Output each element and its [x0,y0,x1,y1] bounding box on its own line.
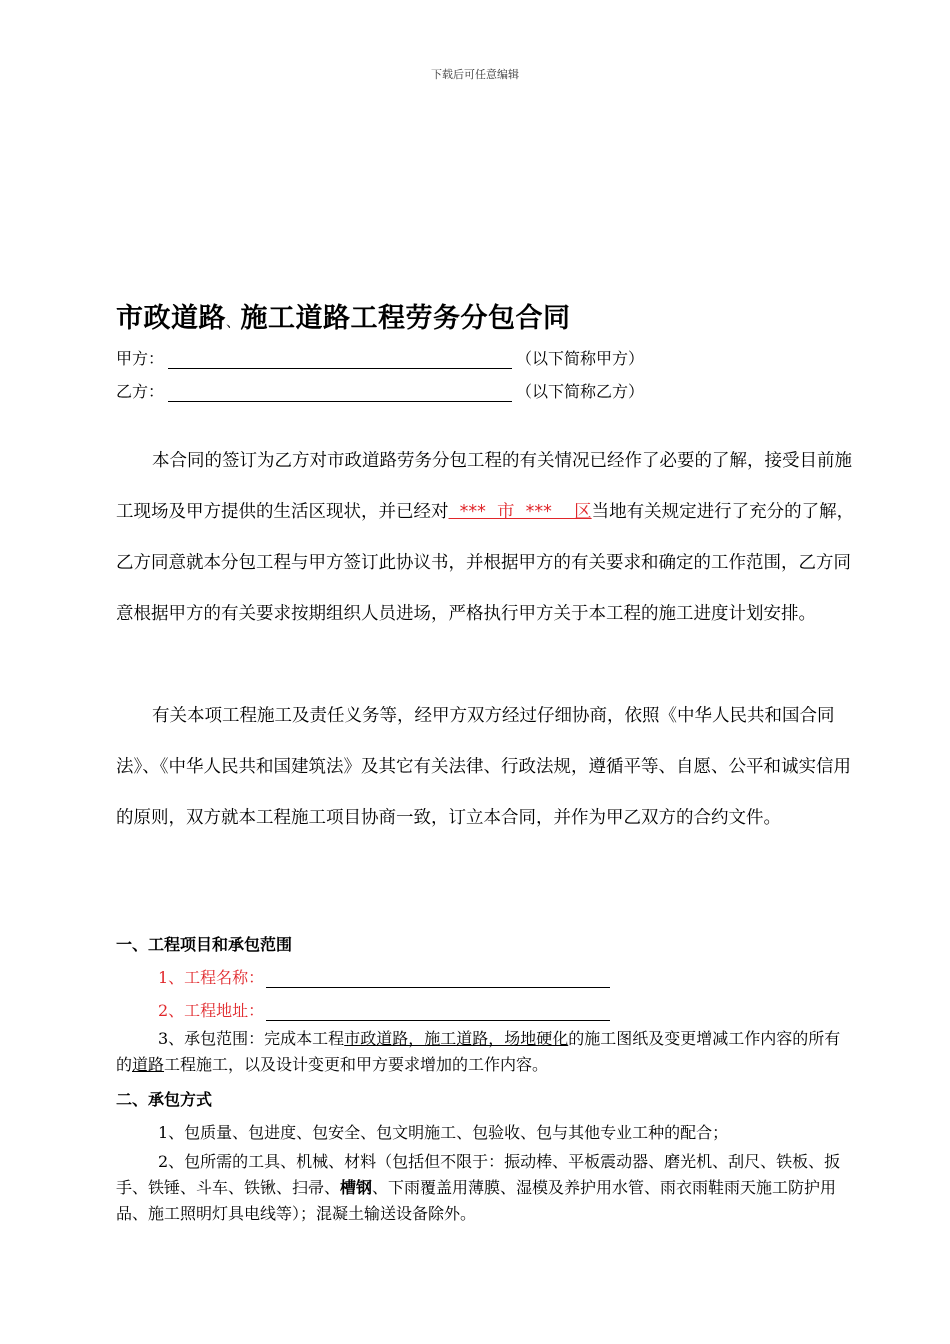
para2-text-1: 有关本项工程施工及责任义务等，经甲方双方经过仔细协商，依照《中华人民共和国合同法》、《中华人民共和国建筑法》及其它有关法律、行政法规，遵循平等、自愿、公平和诚实信用的原则，双方就本工程施工项目协商一致， [116,706,851,828]
para1-text-2: 道路 [362,451,397,471]
section-2-heading: 二、承包方式 [116,1090,213,1109]
para2-text-3: 并作为甲乙双方的合约文件。 [553,808,781,828]
tools-text-2: 、下雨覆盖用薄膜、湿模及养护用水管、雨衣雨鞋雨天施工防护用品、施工照明灯具电线等）；混凝土输送设备除外。 [116,1178,837,1223]
scope-text-2: 的施工图纸及变更增减工作内容的所有的 [116,1029,841,1074]
contract-method-item-2 [116,1149,850,1227]
party-a-row [116,346,644,369]
para1-location: *** 市 *** 区 [448,502,592,522]
scope-text-3: 工程施工，以及设计变更和甲方要求增加的工作内容。 [164,1055,549,1074]
project-name-row [158,965,610,988]
party-a-note: （以下简称甲方） [516,349,645,368]
project-address-blank[interactable] [266,1004,610,1021]
title-part1: 市政道路 [116,303,226,334]
party-b-blank[interactable] [168,385,512,402]
para1-text-1: 本合同的签订为乙方对市政 [152,451,362,471]
section-1-heading: 一、工程项目和承包范围 [116,935,293,954]
tools-bold: 槽钢 [340,1178,373,1197]
party-b-label: 乙方： [116,382,165,401]
para1-text-3: 劳务分包工程的有关情况已经作了必要的了解，接受目前施工现场及甲方提供的生活区现状，并已经对 [116,451,852,522]
scope-text-1: 3、承包范围：完成本工程 [158,1029,345,1048]
party-a-blank[interactable] [168,352,512,369]
party-b-note: （以下简称乙方） [516,382,645,401]
party-a-label: 甲方： [116,349,165,368]
page-title [116,296,571,335]
header-note: 下载后可任意编辑 [431,68,519,81]
scope-paragraph [116,1026,850,1078]
title-separator: 、 [226,315,241,331]
contract-method-item-1: 1、包质量、包进度、包安全、包文明施工、包验收、包与其他专业工种的配合； [158,1123,729,1142]
paragraph-2 [116,691,856,844]
paragraph-1 [116,436,856,640]
project-address-row [158,998,610,1021]
project-address-label: 2、工程地址： [158,1001,265,1020]
para2-text-2: 订立本合同， [448,808,554,828]
party-b-row [116,379,644,402]
tools-text-1: 2、包所需的工具、机械、材料（包括但不限于：振动棒、平板震动器、磨光机、刮尺、铁板、扳手、铁锤、斗车、铁锹、扫帚、 [116,1152,841,1197]
scope-underlined-2: 道路 [132,1055,165,1074]
title-part2: 施工道路工程劳务分包合同 [240,303,571,334]
project-name-blank[interactable] [266,971,610,988]
project-name-label: 1、工程名称： [158,968,265,987]
scope-underlined-1: 市政道路，施工道路，场地硬化 [344,1029,569,1048]
para1-text-4: 当地有关规定进行了充分的了解，乙方同意就本分包工程与甲方签订此协议书，并根据甲方的有关要求和确定的工作范围，乙方同意根据甲方的有关要求按期组织人员进场，严格执行甲方关于本工程的施工进度计划安排。 [116,502,855,624]
